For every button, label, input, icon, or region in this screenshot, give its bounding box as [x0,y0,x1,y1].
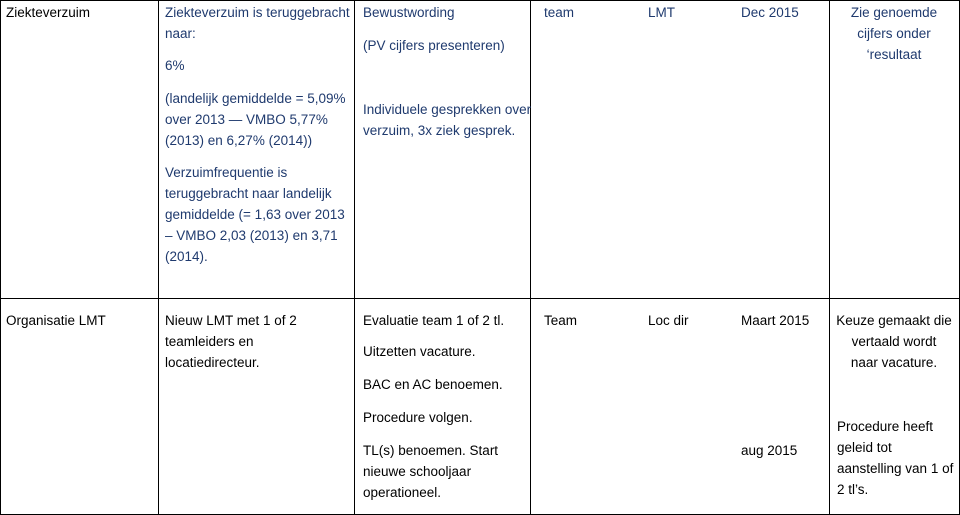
row-2-deadline-end: aug 2015 [741,443,798,458]
result-value: 6% [165,58,185,73]
remark-line: Keuze gemaakt die [836,313,952,328]
result-line: teruggebracht naar landelijk [165,186,332,201]
result-line: (2014). [165,249,208,264]
row-1-responsible: LMT [648,5,675,20]
action-line: Bewustwording [363,5,455,20]
row-divider [0,298,960,299]
result-line: locatiedirecteur. [165,355,260,370]
remark-line: cijfers onder [857,26,931,41]
remark-line: aanstelling van 1 of [837,461,954,476]
remark-line: geleid tot [837,440,892,455]
result-line: Nieuw LMT met 1 of 2 [165,313,297,328]
column-divider-2 [354,0,355,515]
action-line: verzuim, 3x ziek gesprek. [363,123,516,138]
result-line: naar: [165,26,196,41]
row-2-responsible: Loc dir [648,313,689,328]
remark-line: vertaald wordt [851,334,937,349]
action-line: TL(s) benoemen. Start [363,443,499,458]
remark-line: Procedure heeft [837,419,934,434]
row-2-topic: Organisatie LMT [6,313,106,328]
action-line: nieuwe schooljaar [363,464,472,479]
row-2-deadline: Maart 2015 [741,313,810,328]
action-line: BAC en AC benoemen. [363,377,503,392]
row-2-owner: Team [544,313,578,328]
result-line: teamleiders en [165,334,254,349]
remark-line: ‘resultaat [866,47,922,62]
result-line: Verzuimfrequentie is [165,165,288,180]
result-line: – VMBO 2,03 (2013) en 3,71 [165,228,338,243]
action-line: (PV cijfers presenteren) [363,38,505,53]
table-border-top [0,0,960,1]
remark-line: Zie genoemde [850,5,938,20]
column-divider-3 [530,0,531,515]
row-1-topic: Ziekteverzuim [6,5,91,20]
action-line: Individuele gesprekken over [363,102,532,117]
result-line: Ziekteverzuim is teruggebracht [165,5,350,20]
row-1-deadline: Dec 2015 [741,5,799,20]
result-line: over 2013 — VMBO 5,77% [165,112,328,127]
result-line: gemiddelde (= 1,63 over 2013 [165,207,345,222]
action-line: Uitzetten vacature. [363,344,476,359]
row-1-owner: team [544,5,575,20]
column-divider-4 [829,0,830,515]
remark-line: 2 tl’s. [837,482,869,497]
action-line: Procedure volgen. [363,410,473,425]
table-border-left [0,0,1,515]
action-line: Evaluatie team 1 of 2 tl. [363,313,505,328]
result-line: (2013) en 6,27% (2014)) [165,133,313,148]
action-line: operationeel. [363,485,442,500]
result-line: (landelijk gemiddelde = 5,09% [165,91,346,106]
column-divider-1 [158,0,159,515]
remark-line: naar vacature. [850,355,938,370]
